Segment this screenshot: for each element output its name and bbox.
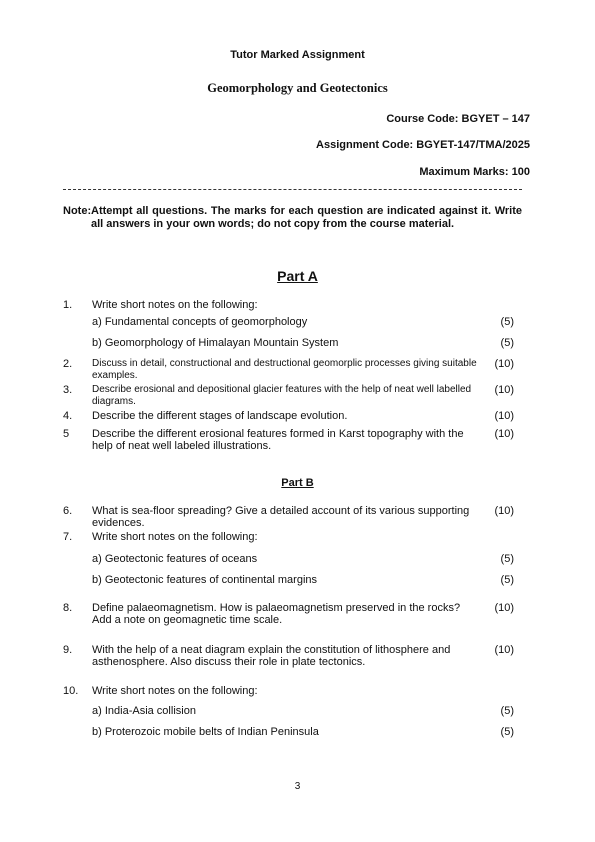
question-number: 5: [63, 428, 70, 440]
part-b-heading: Part B: [281, 477, 314, 489]
question-number: 8.: [63, 602, 73, 614]
course-subject: Geomorphology and Geotectonics: [207, 81, 388, 95]
separator-rule: [63, 189, 522, 190]
marks: (5): [500, 337, 514, 349]
question-text: Write short notes on the following:: [92, 685, 258, 697]
note-text: Attempt all questions. The marks for each question are indicated against it. Write all answers in your own words; do not copy from the course material.: [91, 205, 522, 230]
question-text: Define palaeomagnetism. How is palaeomagnetism preserved in the rocks? Add a note on geomagnetic time scale.: [92, 602, 461, 626]
part-a-heading: Part A: [277, 268, 318, 284]
page-number: 3: [294, 781, 301, 792]
note-label: Note:: [63, 205, 92, 217]
question-text: Describe the different erosional features formed in Karst topography with the help of neat well labeled illustrations.: [92, 428, 464, 452]
marks: (5): [500, 553, 514, 565]
marks: (10): [494, 428, 514, 440]
instructions-note: [63, 205, 522, 231]
marks: (10): [494, 384, 514, 396]
marks: (10): [494, 644, 514, 656]
sub-question-text: b) Geotectonic features of continental margins: [92, 574, 318, 586]
question-text: Describe erosional and depositional glacier features with the help of neat well labelled diagrams.: [92, 384, 472, 407]
question-number: 4.: [63, 410, 73, 422]
sub-question-text: a) India-Asia collision: [92, 705, 196, 717]
marks: (5): [500, 316, 514, 328]
question-text: Discuss in detail, constructional and destructional geomorplic processes giving suitable examples.: [92, 358, 477, 381]
question-number: 7.: [63, 531, 73, 543]
document-title: Tutor Marked Assignment: [230, 49, 365, 61]
sub-question-text: a) Fundamental concepts of geomorphology: [92, 316, 308, 328]
marks: (5): [500, 726, 514, 738]
marks: (5): [500, 705, 514, 717]
marks: (10): [494, 505, 514, 517]
question-number: 9.: [63, 644, 73, 656]
marks: (10): [494, 410, 514, 422]
question-number: 2.: [63, 358, 73, 370]
marks: (5): [500, 574, 514, 586]
question-number: 3.: [63, 384, 73, 396]
question-number: 6.: [63, 505, 73, 517]
marks: (10): [494, 358, 514, 370]
question-text: What is sea-floor spreading? Give a detailed account of its various supporting evidences.: [92, 505, 470, 529]
sub-question-text: a) Geotectonic features of oceans: [92, 553, 258, 565]
question-number: 10.: [63, 685, 79, 697]
sub-question-text: b) Proterozoic mobile belts of Indian Peninsula: [92, 726, 319, 738]
sub-question-text: b) Geomorphology of Himalayan Mountain System: [92, 337, 339, 349]
question-text: Write short notes on the following:: [92, 531, 258, 543]
marks: (10): [494, 602, 514, 614]
maximum-marks: Maximum Marks: 100: [419, 166, 530, 178]
course-code: Course Code: BGYET – 147: [386, 113, 530, 125]
question-text: Write short notes on the following:: [92, 299, 258, 311]
assignment-code: Assignment Code: BGYET-147/TMA/2025: [316, 139, 530, 151]
question-number: 1.: [63, 299, 73, 311]
question-text: With the help of a neat diagram explain the constitution of lithosphere and asthenosphere. Also discuss their role in plate tectonics.: [92, 644, 451, 668]
question-text: Describe the different stages of landscape evolution.: [92, 410, 348, 422]
